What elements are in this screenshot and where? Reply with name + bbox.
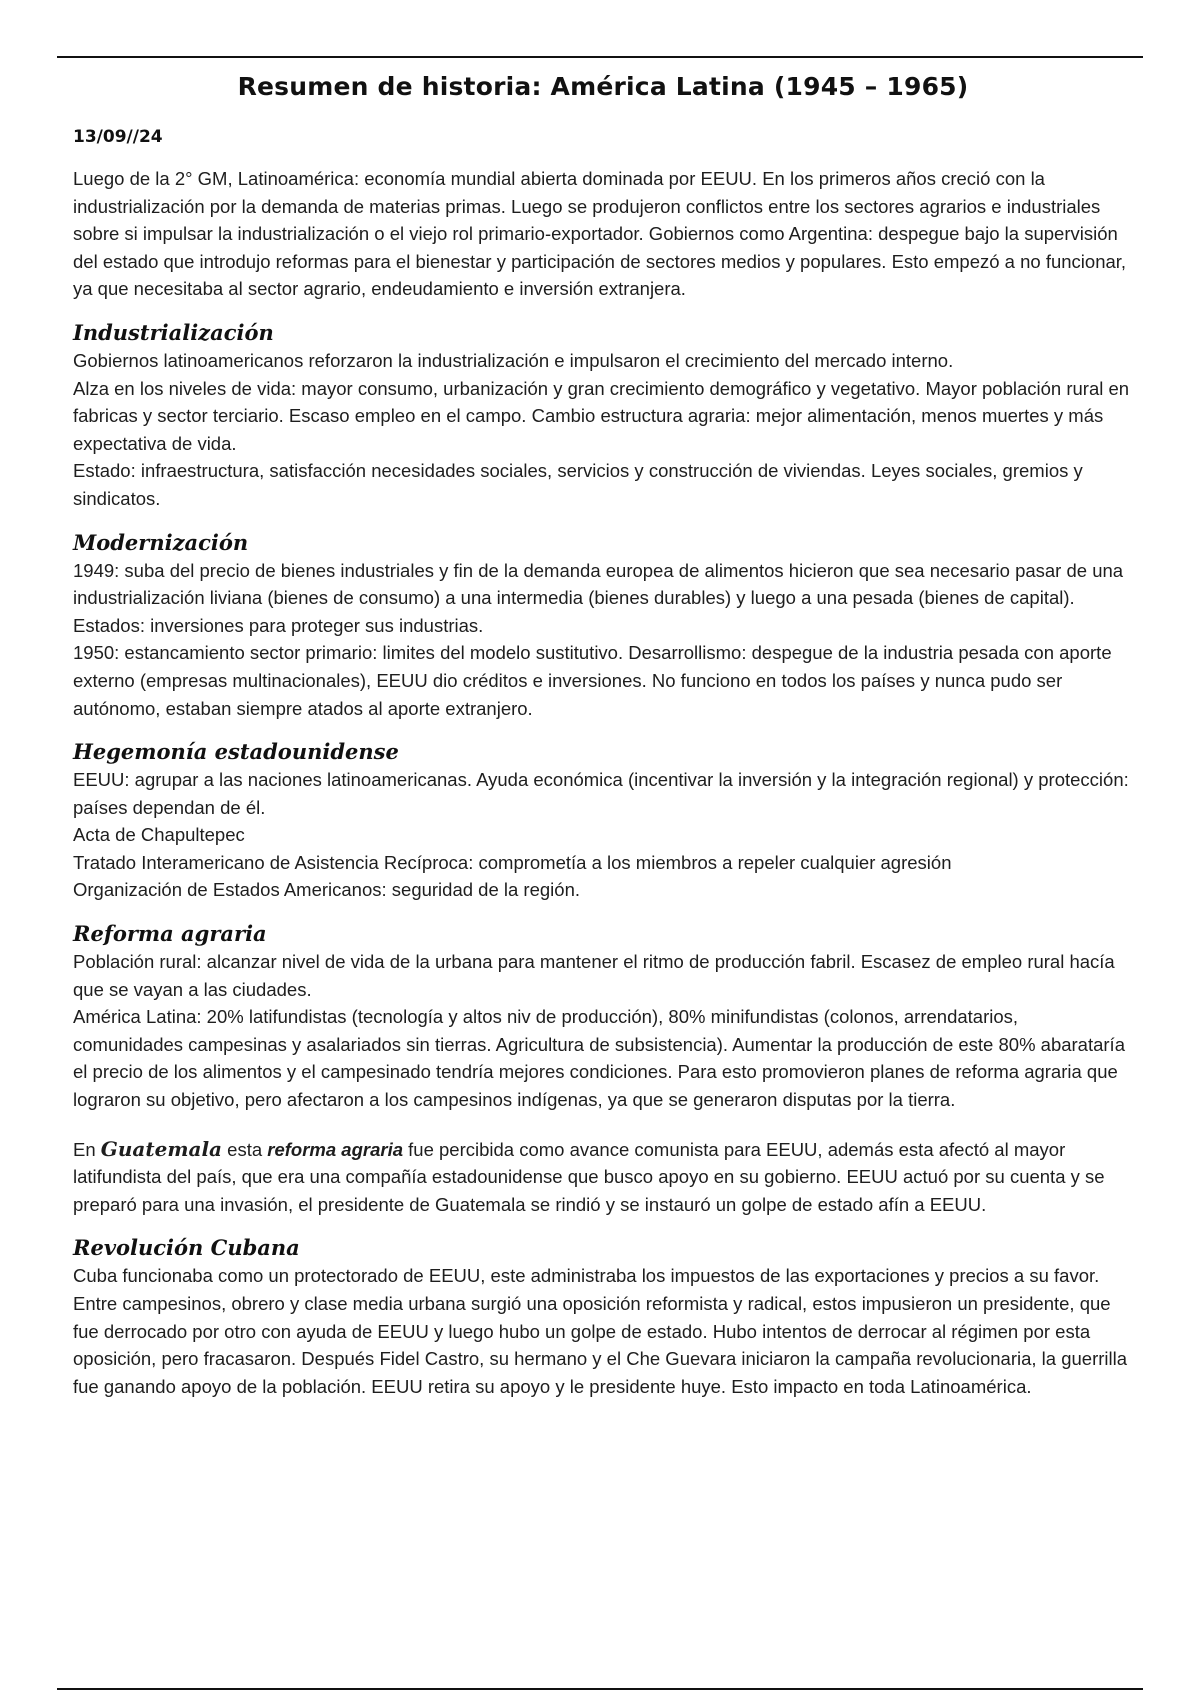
top-rule [57, 56, 1143, 58]
industrializacion-paragraph-3: Estado: infraestructura, satisfacción necesidades sociales, servicios y construcción de viviendas. Leyes sociales, gremios y sindicatos. [73, 460, 1083, 509]
reforma-paragraph-1: Población rural: alcanzar nivel de vida de la urbana para mantener el ritmo de producción fabril. Escasez de empleo rural hacía que se vayan a las ciudades. [73, 951, 1115, 1000]
guatemala-emphasis: reforma agraria [267, 1138, 403, 1160]
guatemala-prefix: En [73, 1138, 96, 1160]
reforma-paragraph-2: América Latina: 20% latifundistas (tecnología y altos niv de producción), 80% minifundistas (colonos, arrendatarios, comunidades campesinas y asalariados sin tierras. Agricultura de subsistencia). Aumentar la producción de este 80% abarataría el precio de los alimentos y el campesinado tendría mejores condiciones. Para esto promovieron planes de reforma agraria que lograron su objetivo, pero afectaron a los campesinos indígenas, ya que se generaron disputas por la tierra. [73, 1006, 1125, 1111]
heading-reforma-agraria: Reforma agraria [73, 921, 267, 947]
modernizacion-paragraph-2: 1950: estancamiento sector primario: limites del modelo sustitutivo. Desarrollismo: despegue de la industria pesada con aporte externo (empresas multinacionales), EEUU dio créditos e inversiones. No funciono en todos los países y nunca pudo ser autónomo, estaban siempre atados al aporte extranjero. [73, 642, 1112, 719]
guatemala-rest: fue percibida como avance comunista para EEUU, además esta afectó al mayor latifundista del país, que era una compañía estadounidense que busco apoyo en su gobierno. EEUU actuó por su cuenta y se preparó para una invasión, el presidente de Guatemala se rindió y se instauró un golpe de estado afín a EEUU. [73, 1138, 1105, 1215]
guatemala-place: Guatemala [100, 1136, 223, 1161]
cubana-paragraph-1: Cuba funcionaba como un protectorado de EEUU, este administraba los impuestos de las exportaciones y precios a su favor. Entre campesinos, obrero y clase media urbana surgió una oposición reformista y radical, estos impusieron un presidente, que fue derrocado por otro con ayuda de EEUU y luego hubo un golpe de estado. Hubo intentos de derrocar al régimen por esta oposición, pero fracasaron. Después Fidel Castro, su hermano y el Che Guevara iniciaron la campaña revolucionaria, la guerrilla fue ganando apoyo de la población. EEUU retira su apoyo y le presidente huye. Esto impacto en toda Latinoamérica. [73, 1265, 1128, 1397]
hegemonia-paragraph-1: EEUU: agrupar a las naciones latinoamericanas. Ayuda económica (incentivar la inversión y la integración regional) y protección: países dependan de él. [73, 769, 1129, 818]
modernizacion-paragraph-1: 1949: suba del precio de bienes industriales y fin de la demanda europea de alimentos hicieron que sea necesario pasar de una industrialización liviana (bienes de consumo) a una intermedia (bienes durables) y luego a una pesada (bienes de capital). Estados: inversiones para proteger sus industrias. [73, 559, 1124, 636]
guatemala-paragraph [73, 1136, 1133, 1219]
heading-industrializacion: Industrialización [73, 319, 274, 345]
heading-hegemonia: Hegemonía estadounidense [73, 739, 399, 765]
hegemonia-paragraph-3: Tratado Interamericano de Asistencia Recíproca: comprometía a los miembros a repeler cualquier agresión [73, 851, 952, 873]
industrializacion-paragraph-1: Gobiernos latinoamericanos reforzaron la industrialización e impulsaron el crecimiento del mercado interno. [73, 349, 954, 371]
guatemala-middle: esta [227, 1138, 263, 1160]
hegemonia-paragraph-2: Acta de Chapultepec [73, 824, 245, 846]
intro-paragraph: Luego de la 2° GM, Latinoamérica: economía mundial abierta dominada por EEUU. En los primeros años creció con la industrialización por la demanda de materias primas. Luego se produjeron conflictos entre los sectores agrarios e industriales sobre si impulsar la industrialización o el viejo rol primario-exportador. Gobiernos como Argentina: despegue bajo la supervisión del estado que introdujo reformas para el bienestar y participación de sectores medios y populares. Esto empezó a no funcionar, ya que necesitaba al sector agrario, endeudamiento e inversión extranjera. [73, 168, 1127, 300]
bottom-rule [57, 1688, 1143, 1690]
industrializacion-paragraph-2: Alza en los niveles de vida: mayor consumo, urbanización y gran crecimiento demográfico y vegetativo. Mayor población rural en fabricas y sector terciario. Escaso empleo en el campo. Cambio estructura agraria: mejor alimentación, menos muertes y más expectativa de vida. [73, 377, 1130, 454]
heading-revolucion-cubana: Revolución Cubana [73, 1235, 300, 1261]
date-label: 13/09//24 [73, 127, 163, 147]
page-title: Resumen de historia: América Latina (1945 – 1965) [237, 72, 969, 101]
document-body [73, 62, 1133, 1400]
heading-modernizacion: Modernización [73, 529, 249, 555]
hegemonia-paragraph-4: Organización de Estados Americanos: seguridad de la región. [73, 879, 580, 901]
